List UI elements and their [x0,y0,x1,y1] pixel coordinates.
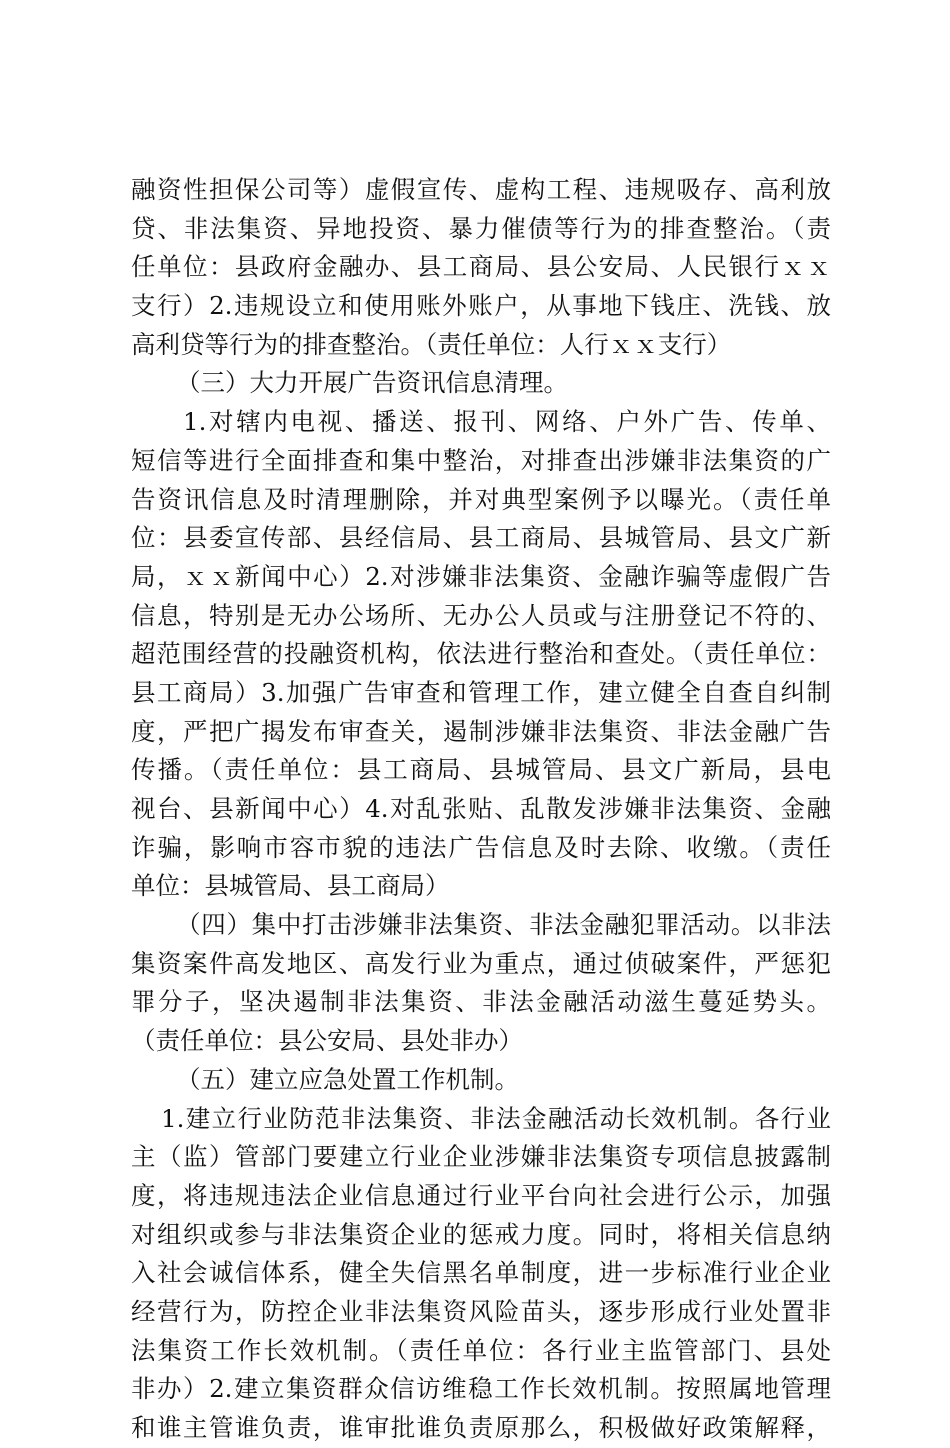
text-line: 对组织或参与非法集资企业的惩戒力度。同时，将相关信息纳 [131,1219,831,1249]
section-heading: （四）集中打击涉嫌非法集资、非法金融犯罪活动。以非法 [176,910,831,940]
text-line: 贷、非法集资、异地投资、暴力催债等行为的排查整治。（责 [131,213,831,243]
text-line: （责任单位：县公安局、县处非办） [131,1026,523,1056]
text-line: 局，ｘｘ新闻中心）2.对涉嫌非法集资、金融诈骗等虚假广告 [131,561,831,591]
text-line: 位：县委宣传部、县经信局、县工商局、县城管局、县文广新 [131,523,831,553]
text-line: 高利贷等行为的排查整治。（责任单位：人行ｘｘ支行） [131,329,732,359]
text-line: 信息，特别是无办公场所、无办公人员或与注册登记不符的、 [131,600,831,630]
text-line: 1.建立行业防范非法集资、非法金融活动长效机制。各行业 [161,1103,831,1133]
text-line: 经营行为，防控企业非法集资风险苗头，逐步形成行业处置非 [131,1296,831,1326]
text-line: 法集资工作长效机制。（责任单位：各行业主监管部门、县处 [131,1335,831,1365]
text-line: 支行）2.违规设立和使用账外账户，从事地下钱庄、洗钱、放 [131,291,831,321]
text-line: 诈骗，影响市容市貌的违法广告信息及时去除、收缴。（责任 [131,832,831,862]
text-line: 主（监）管部门要建立行业企业涉嫌非法集资专项信息披露制 [131,1142,831,1172]
text-line: 任单位：县政府金融办、县工商局、县公安局、人民银行ｘｘ [131,252,831,282]
text-line: 度，严把广揭发布审查关，遏制涉嫌非法集资、非法金融广告 [131,716,831,746]
text-line: 县工商局）3.加强广告审查和管理工作，建立健全自查自纠制 [131,677,831,707]
text-line: 超范围经营的投融资机构，依法进行整治和查处。（责任单位： [131,639,831,669]
section-heading: （五）建立应急处置工作机制。 [176,1064,519,1094]
text-line: 入社会诚信体系，健全失信黑名单制度，进一步标准行业企业 [131,1258,831,1288]
text-line: 集资案件高发地区、高发行业为重点，通过侦破案件，严惩犯 [131,948,831,978]
body-text [131,171,831,1448]
text-line: 单位：县城管局、县工商局） [131,871,450,901]
text-line: 融资性担保公司等）虚假宣传、虚构工程、违规吸存、高利放 [131,175,831,204]
text-line: 视台、县新闻中心）4.对乱张贴、乱散发涉嫌非法集资、金融 [131,794,831,823]
text-line: 和谁主管谁负责，谁审批谁负责原那么，积极做好政策解释， [131,1413,831,1442]
text-line: 1.对辖内电视、播送、报刊、网络、户外广告、传单、 [183,407,831,437]
section-heading: （三）大力开展广告资讯信息清理。 [176,368,568,398]
text-line: 度，将违规违法企业信息通过行业平台向社会进行公示，加强 [131,1180,831,1210]
text-line: 告资讯信息及时清理删除，并对典型案例予以曝光。（责任单 [131,484,831,514]
text-line: 罪分子，坚决遏制非法集资、非法金融活动滋生蔓延势头。 [131,987,831,1017]
text-line: 传播。（责任单位：县工商局、县城管局、县文广新局，县电 [131,755,831,785]
text-line: 非办）2.建立集资群众信访维稳工作长效机制。按照属地管理 [131,1374,831,1404]
text-line: 短信等进行全面排查和集中整治，对排查出涉嫌非法集资的广 [131,445,831,475]
